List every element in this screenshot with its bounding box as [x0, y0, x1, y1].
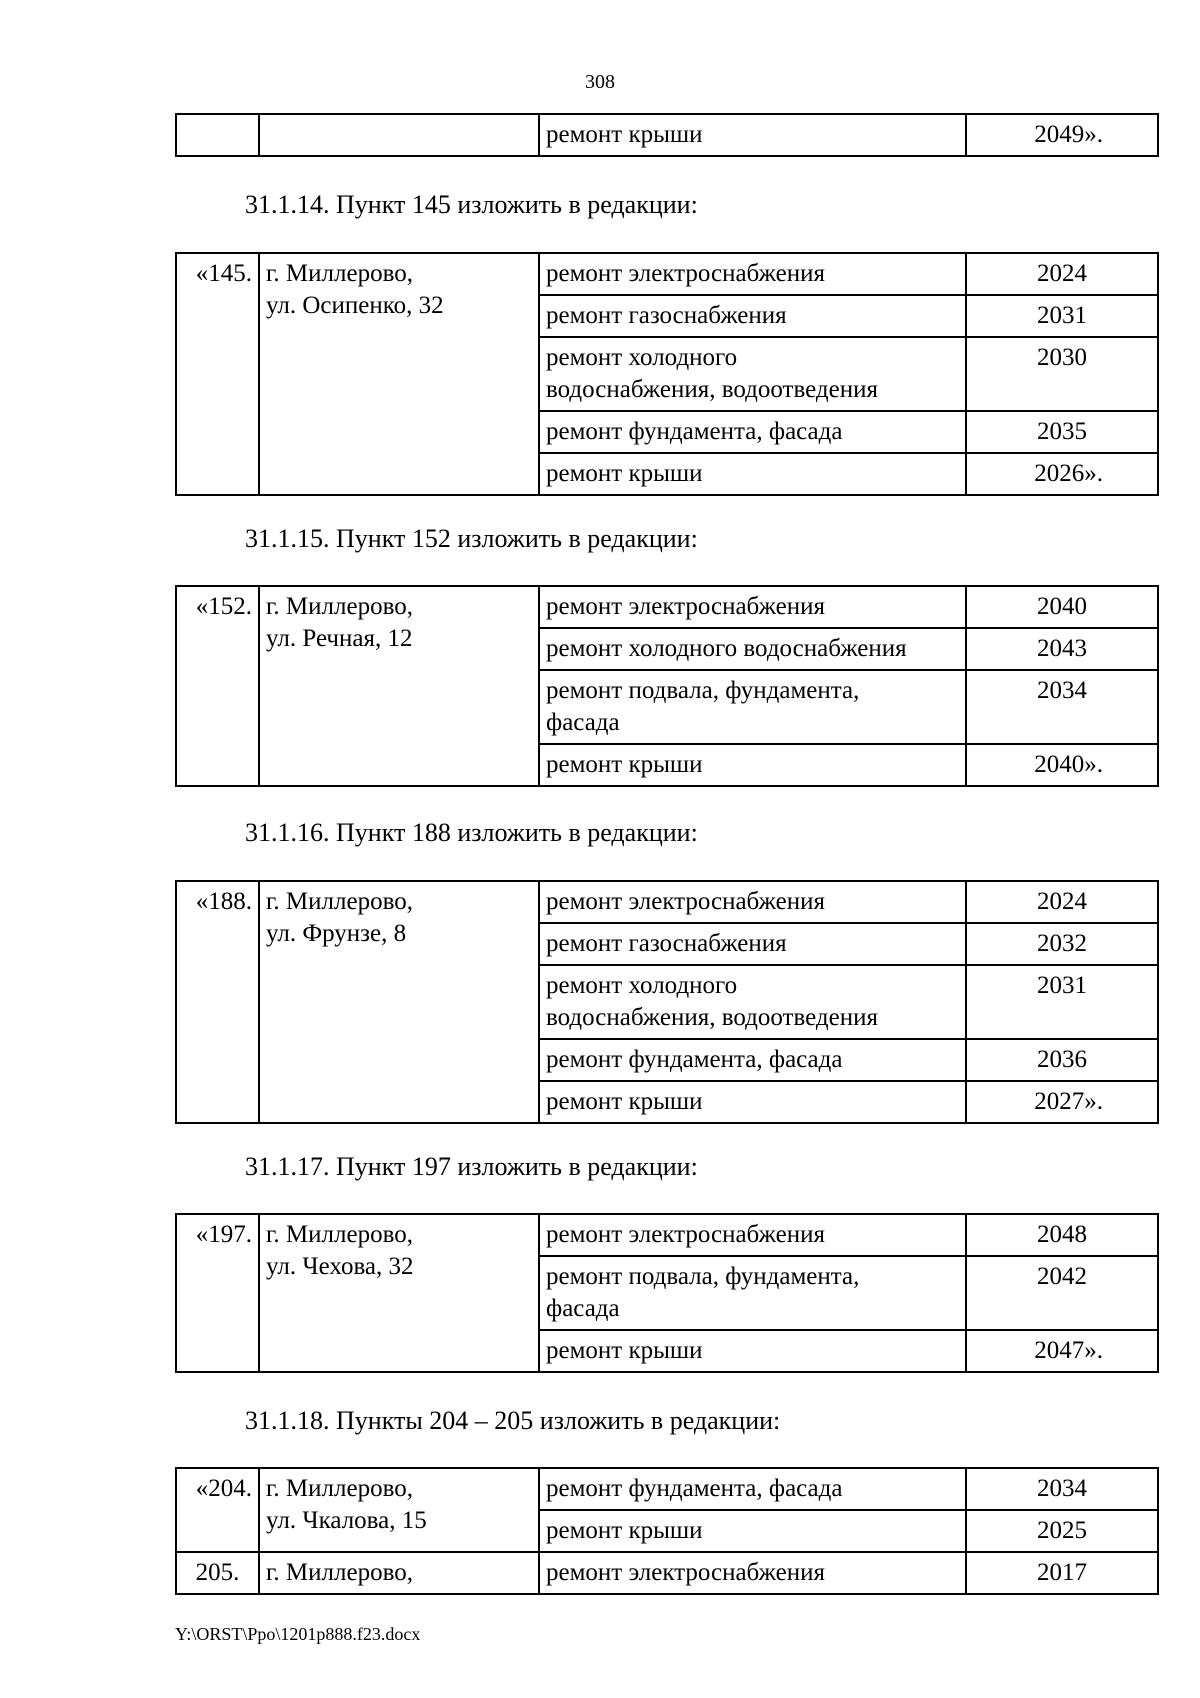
work-cell: ремонт фундамента, фасада — [539, 1468, 966, 1510]
table-items-204-205 — [175, 1467, 1159, 1595]
continuation-table — [175, 113, 1159, 157]
work-cell: ремонт электроснабжения — [539, 586, 966, 628]
table-item-197 — [175, 1213, 1159, 1373]
work-cell: ремонт электроснабжения — [539, 1214, 966, 1256]
work-cell: ремонт холодного водоснабжения, водоотведения — [539, 337, 966, 411]
year-cell: 2040». — [966, 744, 1158, 786]
work-cell: ремонт электроснабжения — [539, 253, 966, 295]
year-cell: 2047». — [966, 1330, 1158, 1372]
item-number: «145. — [176, 253, 259, 495]
year-cell: 2040 — [966, 586, 1158, 628]
address-cell: г. Миллерово, ул. Речная, 12 — [259, 586, 539, 786]
section-heading-31-1-15: 31.1.15. Пункт 152 изложить в редакции: — [245, 524, 698, 553]
item-number: «204. — [176, 1468, 259, 1552]
table-row — [176, 1552, 1158, 1594]
work-cell: ремонт газоснабжения — [539, 295, 966, 337]
work-cell: ремонт электроснабжения — [539, 1552, 966, 1594]
year-cell: 2034 — [966, 670, 1158, 744]
table-item-188 — [175, 880, 1159, 1124]
year-cell: 2034 — [966, 1468, 1158, 1510]
number-cell — [176, 114, 259, 156]
table-row — [176, 114, 1158, 156]
year-cell: 2017 — [966, 1552, 1158, 1594]
year-cell: 2036 — [966, 1039, 1158, 1081]
table-row — [176, 253, 1158, 295]
year-cell: 2032 — [966, 923, 1158, 965]
table-item-152 — [175, 585, 1159, 787]
year-cell: 2049». — [966, 114, 1158, 156]
year-cell: 2024 — [966, 881, 1158, 923]
table-row — [176, 1468, 1158, 1510]
work-cell: ремонт крыши — [539, 1081, 966, 1123]
work-cell: ремонт холодного водоснабжения, водоотведения — [539, 965, 966, 1039]
work-cell: ремонт фундамента, фасада — [539, 1039, 966, 1081]
year-cell: 2035 — [966, 411, 1158, 453]
section-heading-31-1-14: 31.1.14. Пункт 145 изложить в редакции: — [245, 190, 698, 219]
item-number: «197. — [176, 1214, 259, 1372]
year-cell: 2025 — [966, 1510, 1158, 1552]
page-number: 308 — [585, 71, 615, 93]
address-cell: г. Миллерово, ул. Чехова, 32 — [259, 1214, 539, 1372]
year-cell: 2048 — [966, 1214, 1158, 1256]
section-heading-31-1-16: 31.1.16. Пункт 188 изложить в редакции: — [245, 818, 698, 847]
work-cell: ремонт крыши — [539, 1510, 966, 1552]
year-cell: 2043 — [966, 628, 1158, 670]
year-cell: 2031 — [966, 295, 1158, 337]
work-cell: ремонт крыши — [539, 453, 966, 495]
item-number: 205. — [176, 1552, 259, 1594]
year-cell: 2031 — [966, 965, 1158, 1039]
year-cell: 2024 — [966, 253, 1158, 295]
section-heading-31-1-18: 31.1.18. Пункты 204 – 205 изложить в редакции: — [245, 1406, 781, 1435]
table-row — [176, 881, 1158, 923]
year-cell: 2026». — [966, 453, 1158, 495]
table-item-145 — [175, 252, 1159, 496]
work-cell: ремонт фундамента, фасада — [539, 411, 966, 453]
table-row — [176, 1214, 1158, 1256]
item-number: «152. — [176, 586, 259, 786]
work-cell: ремонт подвала, фундамента, фасада — [539, 1256, 966, 1330]
table-row — [176, 586, 1158, 628]
year-cell: 2042 — [966, 1256, 1158, 1330]
work-cell: ремонт электроснабжения — [539, 881, 966, 923]
year-cell: 2027». — [966, 1081, 1158, 1123]
item-number: «188. — [176, 881, 259, 1123]
file-path-footer: Y:\ORST\Ppo\1201p888.f23.docx — [175, 1624, 421, 1644]
section-heading-31-1-17: 31.1.17. Пункт 197 изложить в редакции: — [245, 1152, 698, 1181]
work-cell: ремонт крыши — [539, 1330, 966, 1372]
address-cell: г. Миллерово, — [259, 1552, 539, 1594]
address-cell: г. Миллерово, ул. Чкалова, 15 — [259, 1468, 539, 1552]
work-cell: ремонт крыши — [539, 744, 966, 786]
address-cell: г. Миллерово, ул. Фрунзе, 8 — [259, 881, 539, 1123]
address-cell — [259, 114, 539, 156]
work-cell: ремонт холодного водоснабжения — [539, 628, 966, 670]
work-cell: ремонт крыши — [539, 114, 966, 156]
year-cell: 2030 — [966, 337, 1158, 411]
address-cell: г. Миллерово, ул. Осипенко, 32 — [259, 253, 539, 495]
work-cell: ремонт подвала, фундамента, фасада — [539, 670, 966, 744]
work-cell: ремонт газоснабжения — [539, 923, 966, 965]
